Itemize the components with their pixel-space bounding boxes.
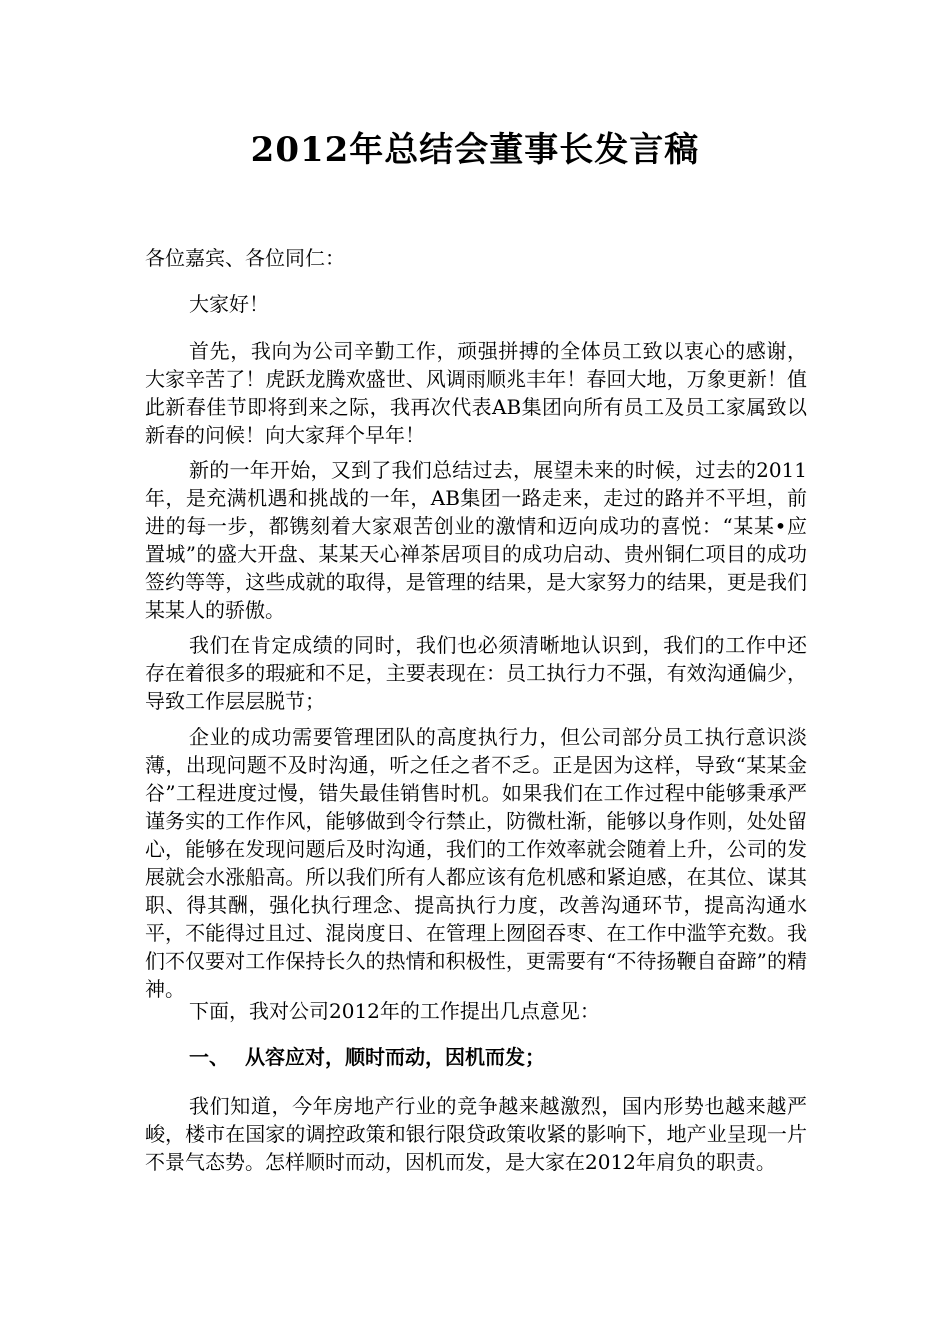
paragraph-thanks: 首先，我向为公司辛勤工作，顽强拼搏的全体员工致以衷心的感谢，大家辛苦了！虎跃龙腾欢盛世、风调雨顺兆丰年！春回大地，万象更新！值此新春佳节即将到来之际，我再次代表AB集团向所有员工及员工家属致以新春的问候！向大家拜个早年！ [145,339,807,447]
section-heading-text: 从容应对，顺时而动，因机而发； [245,1045,545,1069]
greeting: 大家好！ [189,292,269,316]
paragraph-execution: 企业的成功需要管理团队的高度执行力，但公司部分员工执行意识淡薄，出现问题不及时沟通，听之任之者不乏。正是因为这样，导致“某某金谷”工程进度过慢，错失最佳销售时机。如果我们在工作过程中能够秉承严谨务实的工作作风，能够做到令行禁止，防微杜渐，能够以身作则，处处留心，能够在发现问题后及时沟通，我们的工作效率就会随着上升，公司的发展就会水涨船高。所以我们所有人都应该有危机感和紧迫感，在其位、谋其职、得其酬，强化执行理念、提高执行力度，改善沟通环节，提高沟通水平，不能得过且过、混岗度日、在管理上囫囵吞枣、在工作中滥竽充数。我们不仅要对工作保持长久的热情和积极性，更需要有“不待扬鞭自奋蹄”的精神。 [145,725,807,1001]
salutation: 各位嘉宾、各位同仁： [145,246,345,270]
paragraph-opinions-intro: 下面，我对公司2012年的工作提出几点意见： [189,999,600,1023]
section-heading [145,1043,807,1071]
document-title: 2012年总结会董事长发言稿 [250,130,700,170]
paragraph-shortcomings: 我们在肯定成绩的同时，我们也必须清晰地认识到，我们的工作中还存在着很多的瑕疵和不足，主要表现在：员工执行力不强，有效沟通偏少，导致工作层层脱节； [145,633,807,713]
paragraph-review: 新的一年开始，又到了我们总结过去，展望未来的时候，过去的2011年，是充满机遇和挑战的一年，AB集团一路走来，走过的路并不平坦，前进的每一步，都镌刻着大家艰苦创业的激情和迈向成功的喜悦：“某某•应置城”的盛大开盘、某某天心禅茶居项目的成功启动、贵州铜仁项目的成功签约等等，这些成就的取得，是管理的结果，是大家努力的结果，更是我们某某人的骄傲。 [145,458,807,622]
section-heading-number: 一、 [189,1045,229,1069]
paragraph-market: 我们知道，今年房地产行业的竞争越来越激烈，国内形势也越来越严峻，楼市在国家的调控政策和银行限贷政策收紧的影响下，地产业呈现一片不景气态势。怎样顺时而动，因机而发，是大家在2012年肩负的职责。 [145,1094,807,1174]
